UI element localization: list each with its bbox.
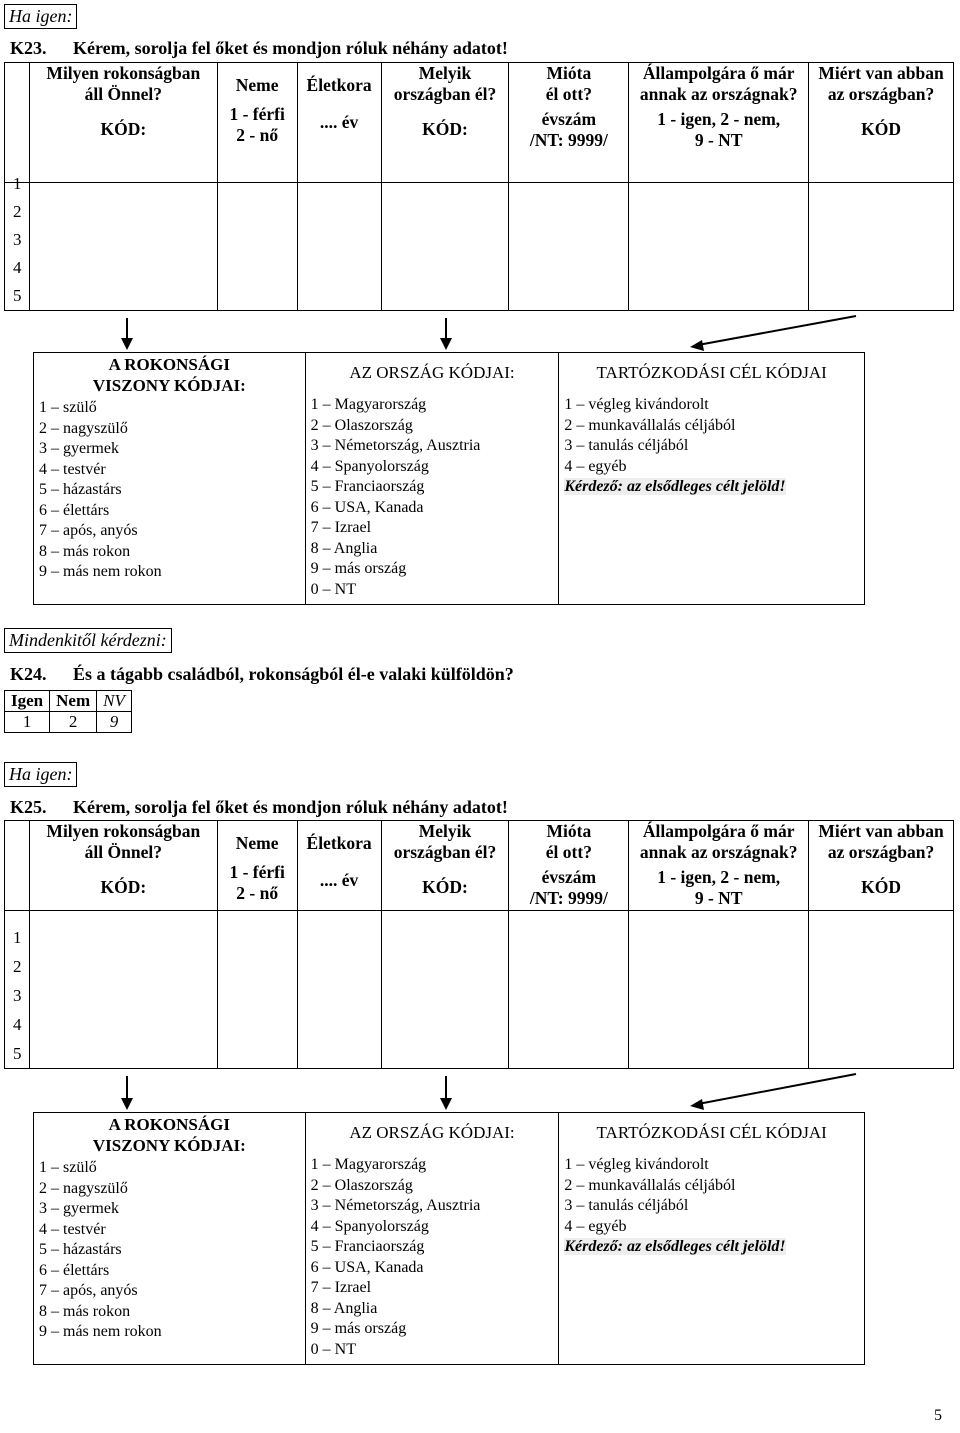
arrow-relation-1-icon — [121, 318, 133, 350]
legend-item: 1 – végleg kivándorolt — [564, 1156, 709, 1173]
col-since-line2: él ott? — [545, 84, 592, 104]
legend-relation-title2: VISZONY KÓDJAI: — [92, 376, 246, 395]
col-citizenship-line2: annak az országnak? — [639, 84, 798, 104]
col-relation-line2: áll Önnel? — [84, 842, 162, 862]
question-number: K24. — [10, 664, 47, 684]
col-country-line2: országban él? — [393, 84, 497, 104]
col-sex-line1: Neme — [235, 833, 279, 853]
col-country-line1: Melyik — [418, 821, 472, 841]
col-since-line4: /NT: 9999/ — [529, 130, 608, 150]
col-reason-line2: az országban? — [827, 84, 935, 104]
answer-no-code[interactable]: 2 — [50, 712, 97, 733]
legend-relation-title2: VISZONY KÓDJAI: — [92, 1136, 246, 1155]
arrow-relation-2-icon — [121, 1076, 133, 1110]
row-3: 3 — [13, 230, 22, 249]
col-age-line2: .... év — [319, 870, 359, 890]
question-number: K23. — [10, 38, 47, 58]
legend-item: 5 – Franciaország — [310, 478, 425, 495]
legend-item: 1 – Magyarország — [310, 396, 427, 413]
condition-label-2: Ha igen: — [4, 762, 77, 787]
row-5: 5 — [13, 1044, 22, 1063]
legend-item: 3 – gyermek — [39, 1200, 119, 1217]
legend-item: 4 – egyéb — [564, 457, 627, 475]
col-reason-line1: Miért van abban — [818, 821, 944, 841]
legend-item: 9 – más ország — [310, 560, 407, 577]
answer-yes-code[interactable]: 1 — [5, 712, 50, 733]
legend-item: 0 – NT — [310, 580, 356, 598]
col-since-line3: évszám — [541, 109, 597, 129]
legend-item: 4 – Spanyolország — [310, 1217, 429, 1235]
legend-purpose-title: TARTÓZKODÁSI CÉL KÓDJAI — [596, 1123, 827, 1142]
legend-item: 3 – Németország, Ausztria — [310, 437, 481, 454]
col-country-line2: országban él? — [393, 842, 497, 862]
legend-item: 6 – USA, Kanada — [310, 1258, 424, 1276]
col-country-code: KÓD: — [422, 877, 468, 897]
legend-item: 5 – Franciaország — [310, 1238, 425, 1255]
col-age-line1: Életkora — [306, 833, 372, 853]
legend-item: 1 – szülő — [39, 399, 97, 416]
legend-item: 9 – más ország — [310, 1320, 407, 1337]
answer-nv-code[interactable]: 9 — [97, 712, 132, 733]
col-sex-line2: 1 - férfi — [229, 104, 285, 124]
legend-item: 3 – Németország, Ausztria — [310, 1197, 481, 1214]
legend-item: 0 – NT — [310, 1340, 356, 1358]
legend-relation-title1: A ROKONSÁGI — [108, 1115, 231, 1134]
col-citizenship-line4: 9 - NT — [694, 888, 743, 908]
page-number: 5 — [934, 1407, 942, 1424]
legend-item: 2 – nagyszülő — [39, 419, 128, 437]
col-relation-line2: áll Önnel? — [84, 84, 162, 104]
question-text: Kérem, sorolja fel őket és mondjon róluk néhány adatot! — [73, 38, 508, 58]
col-sex-line2: 1 - férfi — [229, 862, 285, 882]
answer-no-label[interactable]: Nem — [50, 691, 97, 712]
row-2: 2 — [13, 202, 22, 221]
col-relation-line1: Milyen rokonságban — [46, 63, 201, 83]
legend-item: 4 – testvér — [39, 1220, 106, 1238]
legend-item: 8 – más rokon — [39, 542, 131, 560]
legend-item: 5 – házastárs — [39, 481, 122, 498]
legend-item: 9 – más nem rokon — [39, 563, 162, 580]
col-reason-code: KÓD — [861, 877, 901, 897]
arrow-country-2-icon — [440, 1076, 452, 1110]
col-since-line4: /NT: 9999/ — [529, 888, 608, 908]
legend-item: 3 – tanulás céljából — [564, 437, 689, 454]
col-relation-code: KÓD: — [100, 877, 147, 897]
row-1: 1 — [13, 928, 22, 947]
legend-item: 5 – házastárs — [39, 1241, 122, 1258]
legend-item: 7 – Izrael — [310, 1279, 372, 1296]
legend-item: 1 – végleg kivándorolt — [564, 396, 709, 413]
col-citizenship-line3: 1 - igen, 2 - nem, — [657, 109, 781, 129]
question-text: És a tágabb családból, rokonságból él-e valaki külföldön? — [73, 664, 514, 684]
legend-item: 2 – munkavállalás céljából — [564, 416, 736, 434]
legend-item: 3 – gyermek — [39, 440, 119, 457]
legend-item: 8 – más rokon — [39, 1302, 131, 1320]
legend-item: 2 – munkavállalás céljából — [564, 1176, 736, 1194]
legend-item: 3 – tanulás céljából — [564, 1197, 689, 1214]
col-citizenship-line4: 9 - NT — [694, 130, 743, 150]
legend-country-title: AZ ORSZÁG KÓDJAI: — [349, 363, 515, 382]
arrow-purpose-2-icon — [690, 1074, 856, 1110]
col-relation-line1: Milyen rokonságban — [46, 821, 201, 841]
row-1: 1 — [13, 174, 22, 193]
legend-item: 8 – Anglia — [310, 1299, 378, 1317]
col-since-line3: évszám — [541, 867, 597, 887]
col-sex-line3: 2 - nő — [236, 125, 279, 145]
question-number: K25. — [10, 797, 47, 817]
col-age-line2: .... év — [319, 112, 359, 132]
legend-item: 4 – testvér — [39, 460, 106, 478]
col-sex-line3: 2 - nő — [236, 883, 279, 903]
row-4: 4 — [13, 1015, 22, 1034]
col-country-line1: Melyik — [418, 63, 472, 83]
legend-item: 8 – Anglia — [310, 539, 378, 557]
legend-item: 4 – egyéb — [564, 1217, 627, 1235]
legend-item: 2 – Olaszország — [310, 1176, 413, 1194]
legend-item: 1 – szülő — [39, 1159, 97, 1176]
col-reason-code: KÓD — [861, 119, 901, 139]
legend-item: 2 – nagyszülő — [39, 1179, 128, 1197]
interviewer-note: Kérdező: az elsődleges célt jelöld! — [564, 478, 786, 495]
col-citizenship-line2: annak az országnak? — [639, 842, 798, 862]
condition-label-everyone: Mindenkitől kérdezni: — [4, 628, 172, 653]
legend-item: 7 – Izrael — [310, 519, 372, 536]
interviewer-note: Kérdező: az elsődleges célt jelöld! — [564, 1238, 786, 1255]
row-3: 3 — [13, 986, 22, 1005]
legend-country-title: AZ ORSZÁG KÓDJAI: — [349, 1123, 515, 1142]
arrow-purpose-1-icon — [690, 316, 856, 351]
answer-nv-label[interactable]: NV — [97, 691, 132, 712]
legend-item: 6 – élettárs — [39, 501, 110, 519]
row-5: 5 — [13, 286, 22, 305]
col-reason-line1: Miért van abban — [818, 63, 944, 83]
arrow-country-1-icon — [440, 318, 452, 350]
condition-label-1: Ha igen: — [4, 4, 77, 29]
legend-item: 2 – Olaszország — [310, 416, 413, 434]
col-sex-line1: Neme — [235, 75, 279, 95]
legend-item: 6 – USA, Kanada — [310, 498, 424, 516]
col-relation-code: KÓD: — [100, 119, 147, 139]
col-age-line1: Életkora — [306, 75, 372, 95]
col-country-code: KÓD: — [422, 119, 468, 139]
col-since-line2: él ott? — [545, 842, 592, 862]
legend-item: 7 – após, anyós — [39, 1282, 138, 1299]
question-text: Kérem, sorolja fel őket és mondjon róluk néhány adatot! — [73, 797, 508, 817]
legend-purpose-title: TARTÓZKODÁSI CÉL KÓDJAI — [596, 363, 827, 382]
row-4: 4 — [13, 258, 22, 277]
col-since-line1: Mióta — [546, 821, 592, 841]
col-citizenship-line1: Állampolgára ő már — [642, 63, 795, 83]
col-reason-line2: az országban? — [827, 842, 935, 862]
col-citizenship-line1: Állampolgára ő már — [642, 821, 795, 841]
legend-item: 6 – élettárs — [39, 1261, 110, 1279]
legend-relation-title1: A ROKONSÁGI — [108, 355, 231, 374]
col-citizenship-line3: 1 - igen, 2 - nem, — [657, 867, 781, 887]
answer-yes-label[interactable]: Igen — [5, 691, 50, 712]
legend-item: 4 – Spanyolország — [310, 457, 429, 475]
legend-item: 1 – Magyarország — [310, 1156, 427, 1173]
col-since-line1: Mióta — [546, 63, 592, 83]
row-2: 2 — [13, 957, 22, 976]
legend-item: 9 – más nem rokon — [39, 1323, 162, 1340]
legend-item: 7 – após, anyós — [39, 522, 138, 539]
